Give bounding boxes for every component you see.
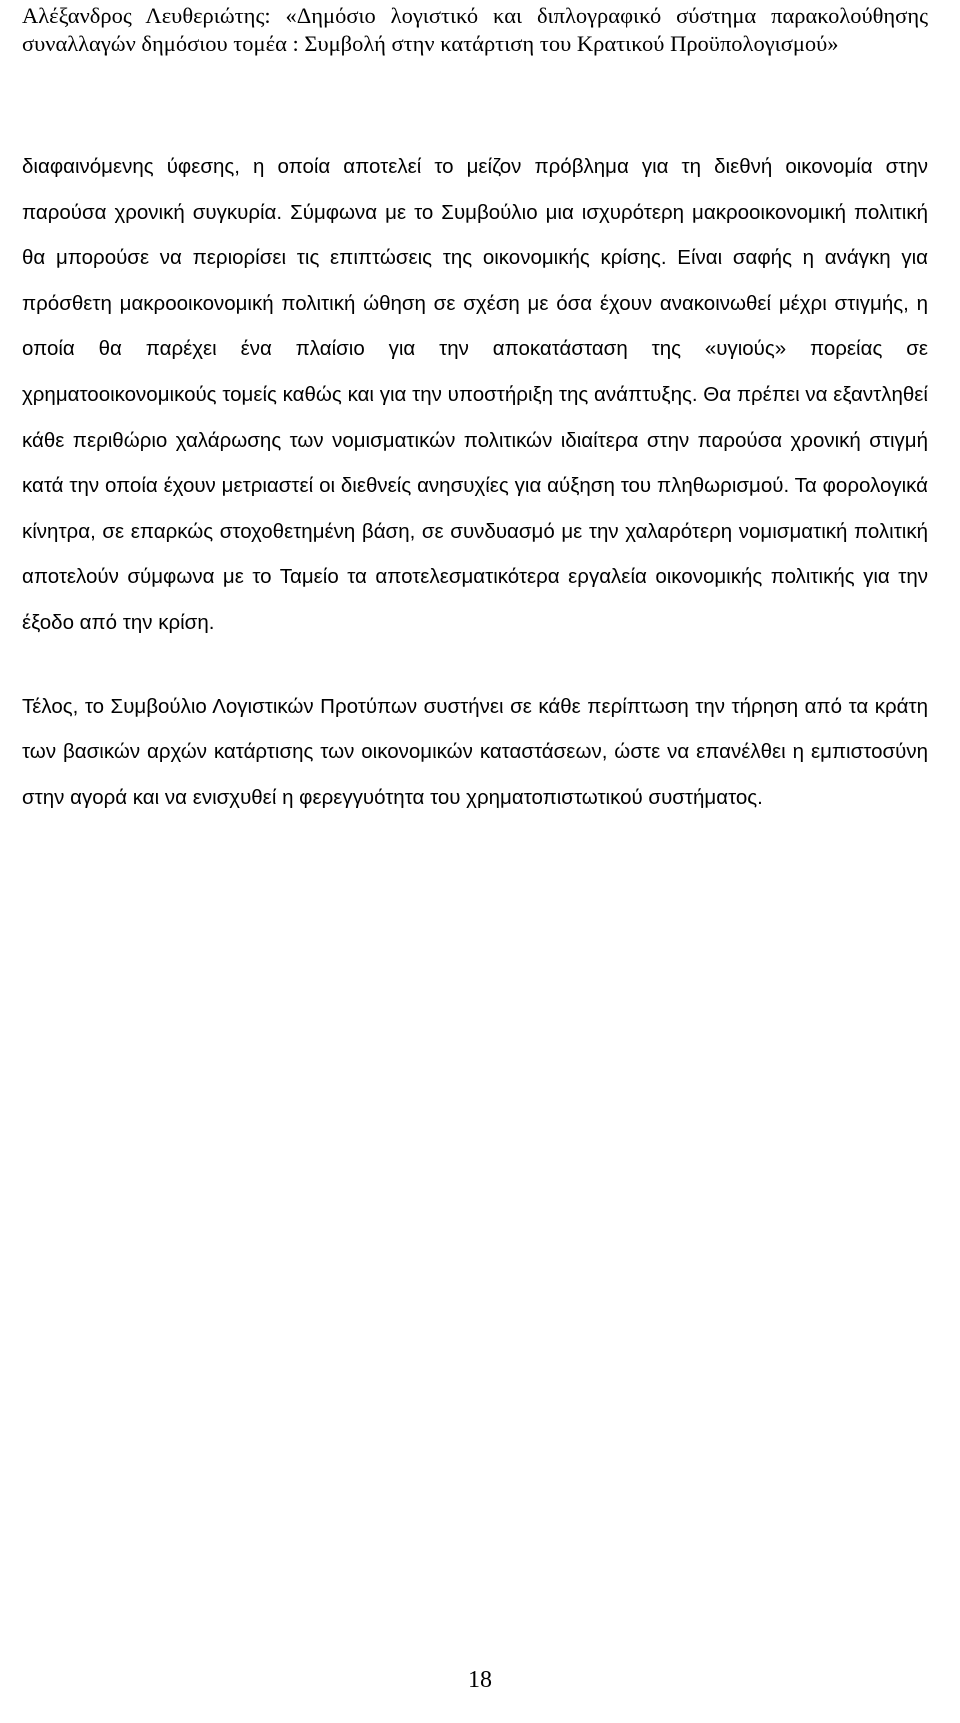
running-header: Αλέξανδρος Λευθεριώτης: «Δημόσιο λογιστικό και διπλογραφικό σύστημα παρακολούθησης συναλλαγών δημόσιου τομέα : Συμβολή στην κατάρτιση του Κρατικού Προϋπολογισμού» [22, 3, 928, 56]
page-number: 18 [468, 1667, 492, 1693]
body-text [22, 144, 928, 820]
paragraph-1: διαφαινόμενης ύφεσης, η οποία αποτελεί το μείζον πρόβλημα για τη διεθνή οικονομία στην παρούσα χρονική συγκυρία. Σύμφωνα με το Συμβούλιο μια ισχυρότερη μακροοικονομική πολιτική θα μπορούσε να περιορίσει τις επιπτώσεις της οικονομικής κρίσης. Είναι σαφής η ανάγκη για πρόσθετη μακροοικονομική πολιτική ώθηση σε σχέση με όσα έχουν ανακοινωθεί μέχρι στιγμής, η οποία θα παρέχει ένα πλαίσιο για την αποκατάσταση της «υγιούς» πορείας σε χρηματοοικονομικούς τομείς καθώς και για την υποστήριξη της ανάπτυξης. Θα πρέπει να εξαντληθεί κάθε περιθώριο χαλάρωσης των νομισματικών πολιτικών ιδιαίτερα στην παρούσα χρονική στιγμή κατά την οποία έχουν μετριαστεί οι διεθνείς ανησυχίες για αύξηση του πληθωρισμού. Τα φορολογικά κίνητρα, σε επαρκώς στοχοθετημένη βάση, σε συνδυασμό με την χαλαρότερη νομισματική πολιτική αποτελούν σύμφωνα με το Ταμείο τα αποτελεσματικότερα εργαλεία οικονομικής πολιτικής για την έξοδο από την κρίση. [22, 155, 928, 634]
paragraph-2: Τέλος, το Συμβούλιο Λογιστικών Προτύπων συστήνει σε κάθε περίπτωση την τήρηση από τα κράτη των βασικών αρχών κατάρτισης των οικονομικών καταστάσεων, ώστε να επανέλθει η εμπιστοσύνη στην αγορά και να ενισχυθεί η φερεγγυότητα του χρηματοπιστωτικού συστήματος. [22, 694, 928, 809]
